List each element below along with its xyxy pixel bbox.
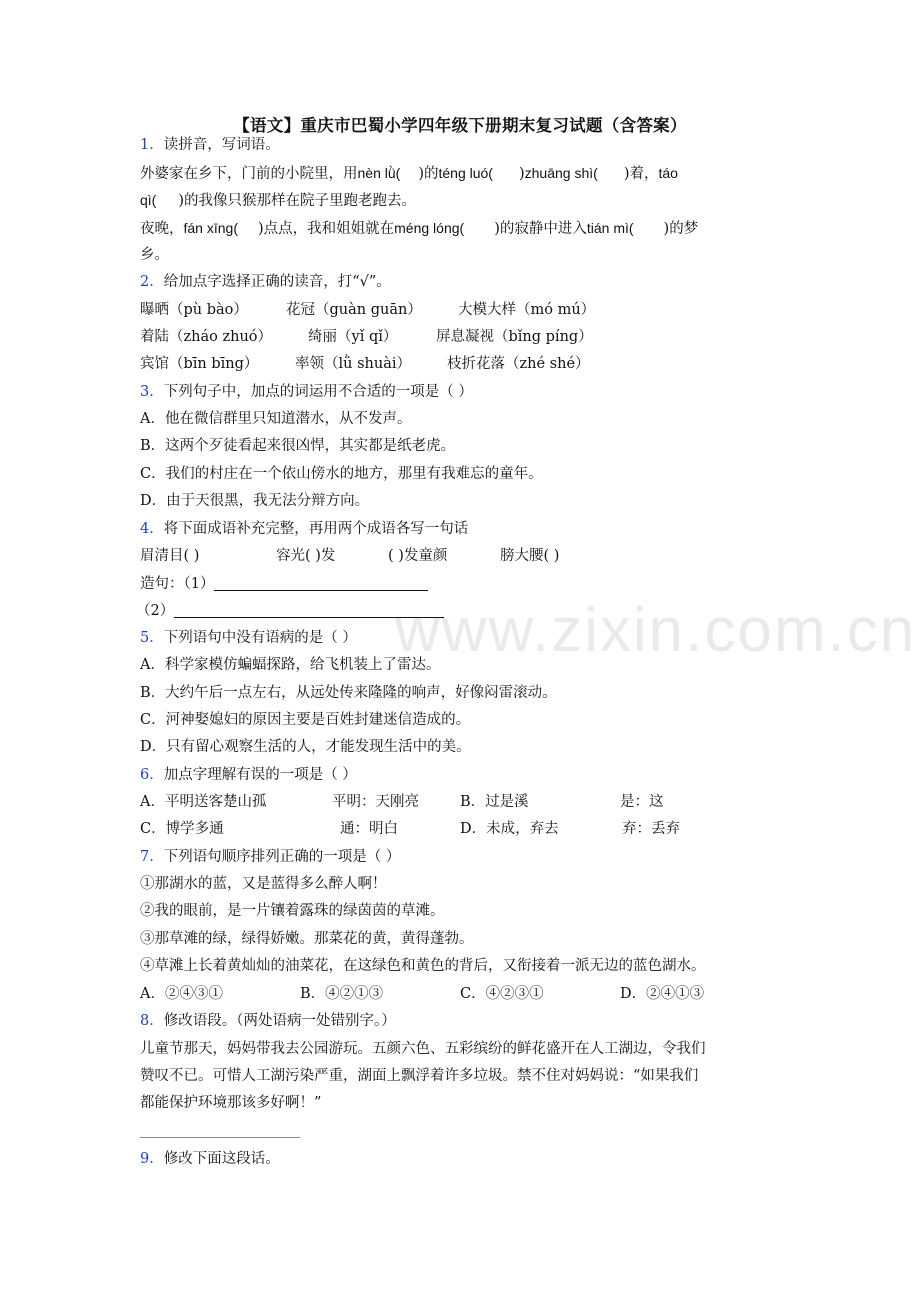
option-note: 平明：天刚亮 — [332, 794, 419, 810]
q1-line-1 — [140, 163, 678, 184]
option: C．博学多通 — [140, 821, 224, 837]
q8-paragraph-line-2: 赞叹不已。可惜人工湖污染严重，湖面上飘浮着许多垃圾。禁不住对妈妈说：“如果我们 — [140, 1068, 699, 1084]
text: )的梦 — [663, 221, 699, 237]
q3-option-d: D．由于天很黑，我无法分辩方向。 — [140, 493, 370, 509]
q4-heading — [140, 519, 468, 539]
option: A．平明送客楚山孤 — [140, 794, 267, 810]
q6-row-1 — [140, 792, 760, 812]
q5-option-c: C．河神娶媳妇的原因主要是百姓封建迷信造成的。 — [140, 712, 471, 728]
option-note: 弃：丢弃 — [622, 821, 680, 837]
question-number: 7． — [140, 849, 164, 865]
idiom: 容光( )发 — [276, 548, 336, 564]
answer-blank[interactable] — [214, 575, 428, 591]
q6-heading — [140, 765, 357, 785]
q4-sentence-1 — [140, 574, 428, 594]
option: B．④②①③ — [300, 986, 384, 1002]
text: ) — [518, 166, 525, 182]
text: )的寂静中进入 — [494, 221, 587, 237]
text: )的我像只猴那样在院子里跑老跑去。 — [178, 193, 416, 209]
q7-sentence-2: ②我的眼前，是一片镶着露珠的绿茵茵的草滩。 — [140, 903, 445, 919]
option: 宾馆（bīn bīng） — [140, 356, 259, 372]
option: A．②④③① — [140, 986, 223, 1002]
q1-line-4 — [140, 245, 169, 265]
q6-row-2 — [140, 819, 760, 839]
q4-idioms — [140, 546, 760, 566]
option: B．过是溪 — [460, 794, 529, 810]
divider — [140, 1137, 300, 1138]
option-note: 是：这 — [620, 794, 664, 810]
q4-sentence-2 — [136, 601, 444, 621]
text: 乡。 — [140, 247, 169, 263]
q8-paragraph-line-1: 儿童节那天，妈妈带我去公园游玩。五颜六色、五彩缤纷的鲜花盛开在人工湖边，令我们 — [140, 1041, 706, 1057]
q1-line-3 — [140, 218, 698, 239]
text: )着， — [623, 166, 659, 182]
idiom: ( )发童颜 — [388, 548, 448, 564]
q8-heading — [140, 1011, 396, 1031]
q7-sentence-3: ③那草滩的绿，绿得娇嫩。那菜花的黄，黄得蓬勃。 — [140, 931, 474, 947]
pinyin: tián mì( — [586, 220, 634, 236]
q1-heading — [140, 135, 280, 155]
question-number: 2． — [140, 274, 164, 290]
question-text: 修改语段。（两处语病一处错别字。） — [163, 1013, 396, 1029]
idiom: 膀大腰( ) — [500, 548, 560, 564]
option: 屏息凝视（bǐng píng） — [436, 329, 593, 345]
pinyin: qì( — [140, 192, 157, 208]
option: 花冠（guàn guān） — [286, 302, 422, 318]
text: )的 — [418, 166, 439, 182]
q2-row-1 — [140, 300, 760, 320]
q7-heading — [140, 847, 400, 867]
option: D．②④①③ — [620, 986, 705, 1002]
label: 造句：（1） — [140, 576, 215, 592]
q7-sentence-4: ④草滩上长着黄灿灿的油菜花，在这绿色和黄色的背后，又衔接着一派无边的蓝色湖水。 — [140, 958, 706, 974]
question-number: 4． — [140, 521, 164, 537]
page-title: 【语文】重庆市巴蜀小学四年级下册期末复习试题（含答案） — [233, 116, 687, 135]
option: 率领（lǜ shuài） — [295, 356, 411, 372]
q3-option-b: B．这两个歹徒看起来很凶悍，其实都是纸老虎。 — [140, 438, 456, 454]
q3-option-a: A．他在微信群里只知道潜水，从不发声。 — [140, 411, 412, 427]
question-text: 下列语句顺序排列正确的一项是（ ） — [163, 849, 401, 865]
pinyin: zhuāng shì( — [524, 165, 598, 181]
label: （2） — [136, 603, 175, 619]
pinyin: táo — [658, 165, 678, 181]
q3-heading — [140, 382, 473, 402]
q8-paragraph-line-3: 都能保护环境那该多好啊！” — [140, 1095, 322, 1111]
q2-heading — [140, 272, 391, 292]
pinyin: téng luó( — [438, 165, 493, 181]
option: 枝折花落（zhé shé） — [447, 356, 590, 372]
question-number: 3． — [140, 384, 164, 400]
question-number: 1． — [140, 137, 164, 153]
pinyin: méng lóng( — [394, 220, 465, 236]
q2-row-3 — [140, 354, 760, 374]
question-text: 给加点字选择正确的读音，打“√”。 — [163, 274, 391, 290]
q7-sentence-1: ①那湖水的蓝，又是蓝得多么醉人啊！ — [140, 876, 387, 892]
question-number: 6． — [140, 767, 164, 783]
option: 绮丽（yǐ qǐ） — [308, 329, 398, 345]
q9-heading — [140, 1149, 280, 1169]
option: C．④②③① — [460, 986, 544, 1002]
question-text: 加点字理解有误的一项是（ ） — [163, 767, 357, 783]
text: 夜晚， — [140, 221, 184, 237]
question-text: 下列句子中，加点的词运用不合适的一项是（ ） — [163, 384, 473, 400]
watermark: www.zixin.com.cn — [395, 596, 917, 665]
q7-options — [140, 984, 760, 1004]
answer-blank[interactable] — [174, 602, 444, 618]
q5-heading — [140, 628, 357, 648]
option: 大模大样（mó mú） — [458, 302, 596, 318]
option-note: 通：明白 — [340, 821, 398, 837]
option: 曝晒（pù bào） — [140, 302, 248, 318]
question-number: 5． — [140, 630, 164, 646]
q5-option-d: D．只有留心观察生活的人，才能发现生活中的美。 — [140, 739, 471, 755]
q2-row-2 — [140, 327, 760, 347]
q5-option-b: B．大约午后一点左右，从远处传来隆隆的响声，好像闷雷滚动。 — [140, 685, 557, 701]
q5-option-a: A．科学家模仿蝙蝠探路，给飞机装上了雷达。 — [140, 657, 441, 673]
pinyin: nèn lǜ( — [357, 165, 401, 181]
question-number: 9． — [140, 1151, 164, 1167]
idiom: 眉清目( ) — [140, 548, 200, 564]
text: 外婆家在乡下，门前的小院里，用 — [140, 166, 358, 182]
question-text: 读拼音，写词语。 — [163, 137, 280, 153]
option: 着陆（zháo zhuó） — [140, 329, 273, 345]
question-text: 下列语句中没有语病的是（ ） — [163, 630, 357, 646]
pinyin: fán xīng( — [183, 220, 238, 236]
question-text: 将下面成语补充完整，再用两个成语各写一句话 — [163, 521, 469, 537]
q1-line-2 — [140, 190, 416, 211]
option: D．未成，弃去 — [460, 821, 559, 837]
text: )点点，我和姐姐就在 — [257, 221, 395, 237]
question-number: 8． — [140, 1013, 164, 1029]
question-text: 修改下面这段话。 — [163, 1151, 280, 1167]
q3-option-c: C．我们的村庄在一个依山傍水的地方，那里有我难忘的童年。 — [140, 466, 543, 482]
